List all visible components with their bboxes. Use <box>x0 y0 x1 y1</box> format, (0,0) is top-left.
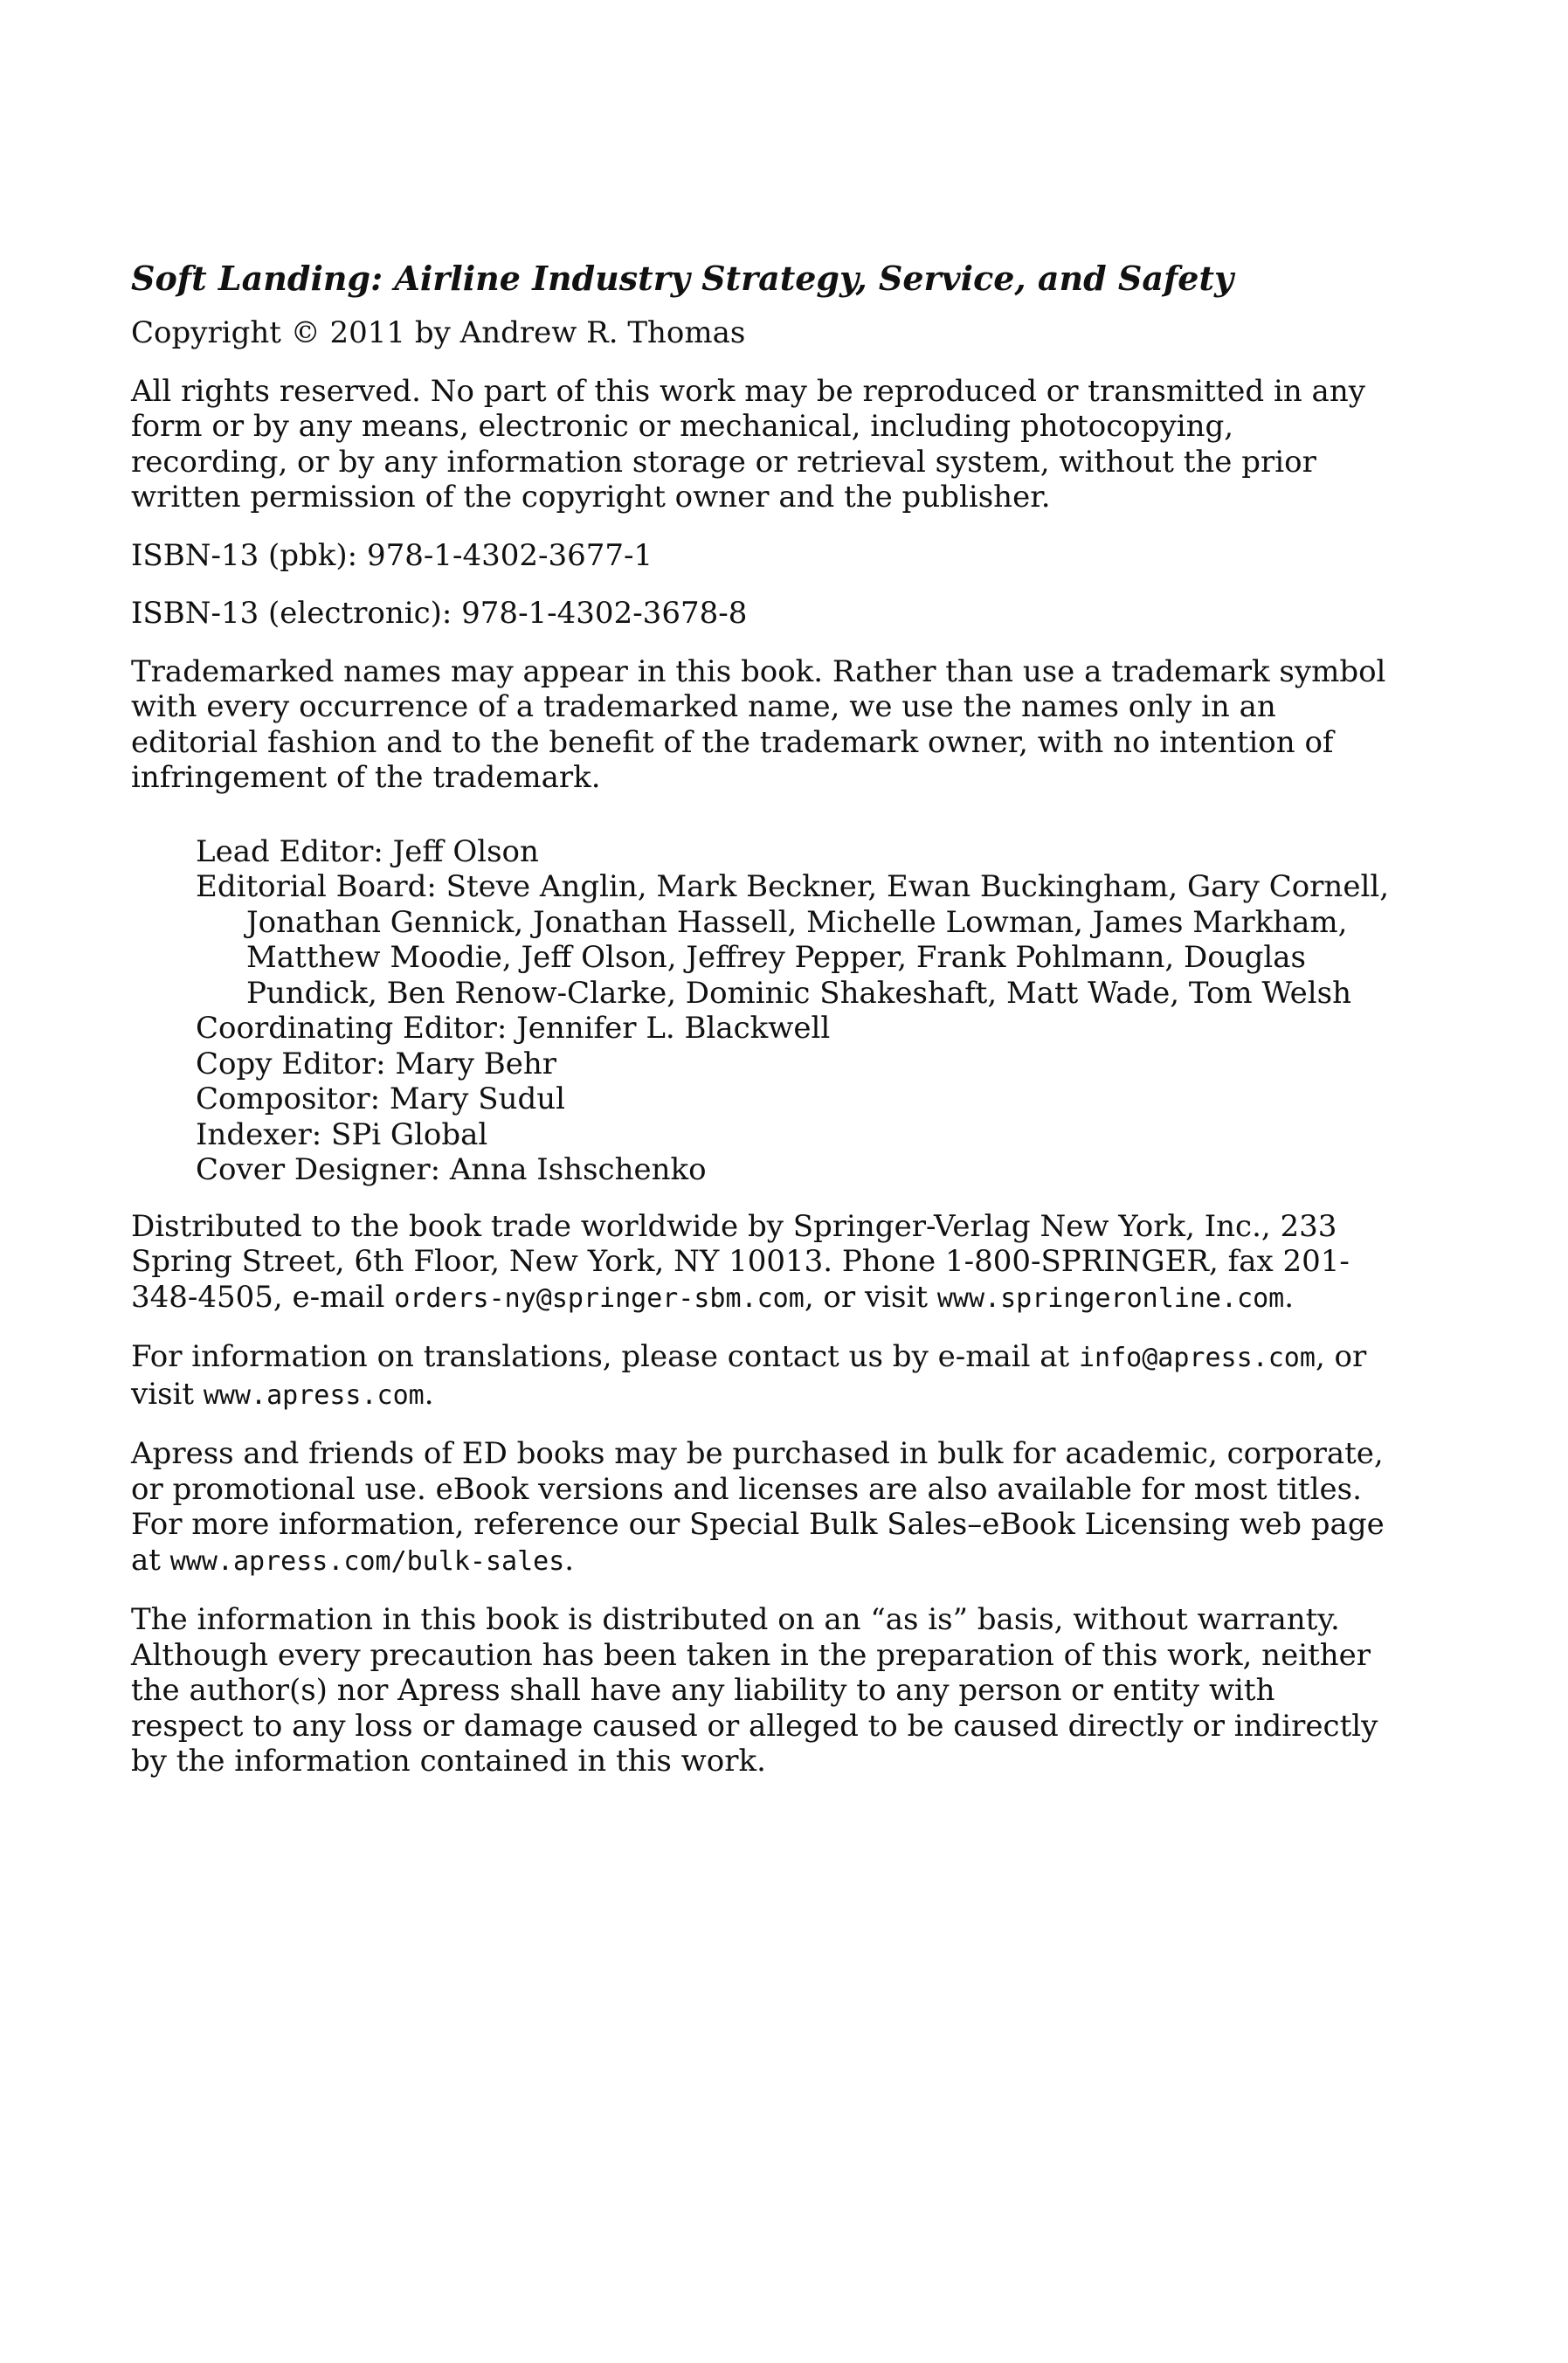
page-content <box>131 258 1389 1802</box>
rights-paragraph: All rights reserved. No part of this work may be reproduced or transmitted in any form or by any means, electronic or mechanical, including photocopying, recording, or by any information storage or retrieval system, without the prior written permission of the copyright owner and the publisher. <box>131 373 1365 515</box>
isbn-pbk: ISBN-13 (pbk): 978-1-4302-3677-1 <box>131 537 653 573</box>
translations-url[interactable]: www.apress.com <box>203 1379 425 1411</box>
translations-mid: , or visit <box>131 1339 1367 1412</box>
credit-cover-designer: Cover Designer: Anna Ishschenko <box>196 1152 707 1187</box>
copyright-line: Copyright © 2011 by Andrew R. Thomas <box>131 315 746 350</box>
credit-editorial-board: Editorial Board: Steve Anglin, Mark Beckner, Ewan Buckingham, Gary Cornell, Jonathan Gennick, Jonathan Hassell, Michelle Lowman, James Markham, Matthew Moodie, Jeff Olson, Jeffrey Pepper, Frank Pohlmann, Douglas Pundick, Ben Renow-Clarke, Dominic Shakeshaft, Matt Wade, Tom Welsh <box>196 869 1390 1011</box>
credit-coordinating-editor: Coordinating Editor: Jennifer L. Blackwell <box>196 1011 831 1046</box>
credit-compositor: Compositor: Mary Sudul <box>196 1081 566 1116</box>
distribution-paragraph <box>131 1209 1389 1317</box>
credit-lead-editor: Lead Editor: Jeff Olson <box>196 833 539 869</box>
trademark-paragraph: Trademarked names may appear in this book. Rather than use a trademark symbol with every occurrence of a trademarked name, we use the names only in an editorial fashion and to the benefit of the trademark owner, with no intention of infringement of the trademark. <box>131 653 1386 795</box>
distribution-url[interactable]: www.springeronline.com <box>936 1282 1285 1314</box>
credit-indexer: Indexer: SPi Global <box>196 1116 488 1152</box>
isbn-electronic: ISBN-13 (electronic): 978-1-4302-3678-8 <box>131 596 748 631</box>
disclaimer-paragraph: The information in this book is distributed on an “as is” basis, without warranty. Although every precaution has been taken in the preparation of this work, neither the author(s) nor Apress shall have any liability to any person or entity with respect to any loss or damage caused or alleged to be caused directly or indirectly by the information contained in this work. <box>131 1602 1378 1779</box>
translations-email[interactable]: info@apress.com <box>1079 1343 1316 1373</box>
translations-end: . <box>424 1376 434 1412</box>
distribution-end: . <box>1284 1279 1295 1315</box>
distribution-text: Distributed to the book trade worldwide by Springer-Verlag New York, Inc., 233 Spring Street, 6th Floor, New York, NY 10013. Phone 1-800-SPRINGER, fax 201-348-4505, e-mail <box>131 1208 1350 1315</box>
translations-text: For information on translations, please contact us by e-mail at <box>131 1339 1079 1374</box>
bulk-text: Apress and friends of ED books may be purchased in bulk for academic, corporate, or promotional use. eBook versions and licenses are also available for most titles. For more information, reference our Special Bulk Sales–eBook Licensing web page at <box>131 1436 1385 1578</box>
distribution-email[interactable]: orders-ny@springer-sbm.com <box>394 1282 805 1314</box>
book-title: Soft Landing: Airline Industry Strategy, Service, and Safety <box>131 259 1234 298</box>
bulk-end: . <box>564 1542 575 1578</box>
bulk-paragraph <box>131 1436 1389 1579</box>
distribution-mid: , or visit <box>804 1279 937 1315</box>
translations-paragraph <box>131 1339 1389 1413</box>
credit-copy-editor: Copy Editor: Mary Behr <box>196 1046 556 1081</box>
credits-list <box>196 834 1389 1188</box>
bulk-url[interactable]: www.apress.com/bulk-sales <box>169 1545 565 1577</box>
